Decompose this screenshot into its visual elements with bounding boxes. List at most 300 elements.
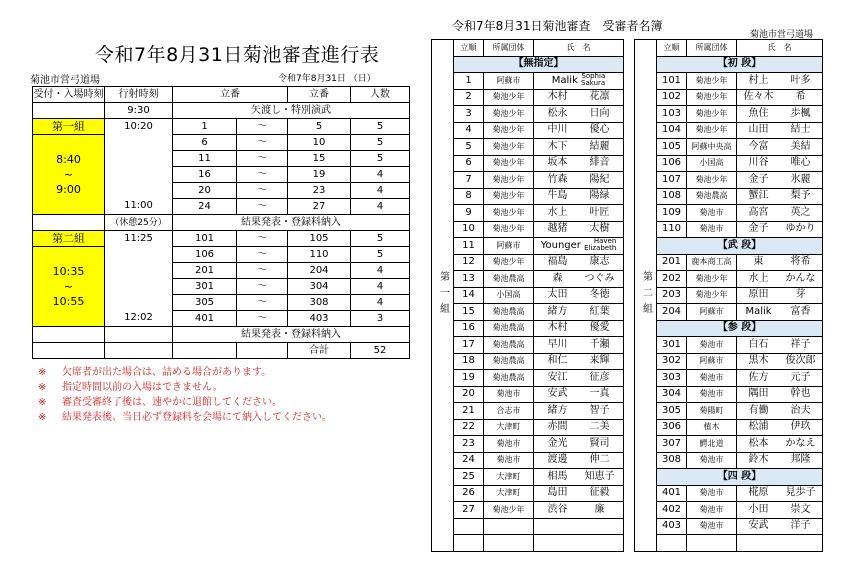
name-last: 緒方 [547,404,568,416]
group-name: 第二組 [33,231,105,247]
participant-count: 4 [351,199,410,215]
name-first: ゆかり [785,223,816,235]
header-tachiban-to: 立番 [288,87,351,103]
roster-name [737,353,823,370]
roster-order: 21 [454,403,484,420]
roster-name [534,320,624,337]
participant-count: 5 [351,151,410,167]
roster-name [534,452,624,469]
note-mark: ※ [38,397,47,408]
roster-group-label: 第二組 [635,40,657,552]
name-first: 征毅 [589,487,610,499]
roster-section-label: 【四 段】 [657,469,823,486]
name-first: 来輝 [589,355,610,367]
tachiban-from: 20 [173,183,237,199]
roster-row [635,122,823,139]
shoot-time: 10:20 [105,119,173,135]
roster-name [534,271,624,288]
roster-name [737,139,823,156]
group-time-range [33,135,105,215]
roster-section-label: 【無指定】 [454,56,624,73]
roster-org: 菊池少年 [484,502,534,519]
roster-org: 阿蘇市 [687,304,737,321]
roster-order: 107 [657,172,687,189]
roster-blank-row [432,535,624,552]
blank-cell [33,103,105,119]
roster-header-row [432,40,624,57]
name-first: 千瀬 [589,338,610,350]
shoot-time: 12:02 [105,311,173,327]
name-first: 幹也 [790,388,811,400]
roster-org: 菊池市 [687,485,737,502]
roster-order: 5 [454,139,484,156]
name-latin: Younger [540,240,581,252]
name-last: 渡邊 [547,454,568,466]
roster-org: 菊池少年 [687,122,737,139]
roster-order: 305 [657,403,687,420]
name-last: 金光 [547,437,568,449]
roster-order: 108 [657,188,687,205]
roster-name [737,122,823,139]
roster-row [635,419,823,436]
note-item [38,365,332,380]
total-value: 52 [351,343,410,359]
roster-order: 302 [657,353,687,370]
roster-row [432,221,624,238]
header-org: 所属団体 [484,40,534,57]
shoot-time [105,247,173,263]
roster-row [432,205,624,222]
roster-org: 菊池少年 [484,221,534,238]
tachiban-to: 5 [288,119,351,135]
roster-order: 22 [454,419,484,436]
roster-org: 菊池市 [687,452,737,469]
roster-order: 27 [454,502,484,519]
roster-name [534,353,624,370]
roster-org: 菊池少年 [484,172,534,189]
roster-order: 14 [454,287,484,304]
blank-cell [534,535,624,552]
roster-row [432,469,624,486]
roster-name [737,337,823,354]
note-mark: ※ [38,412,47,423]
roster-name [534,205,624,222]
roster-name [737,485,823,502]
note-mark: ※ [38,367,47,378]
roster-row [432,452,624,469]
roster-org: 菊池市 [484,436,534,453]
blank-cell [484,518,534,535]
roster-order: 15 [454,304,484,321]
roster-order: 3 [454,106,484,123]
roster-org: 菊池少年 [484,139,534,156]
roster-org: 菊池市 [687,386,737,403]
roster-left-table [431,39,624,552]
name-first: 富香 [790,305,811,317]
name-first: 見歩子 [785,487,816,499]
roster-org: 菊池市 [484,386,534,403]
name-last: 隅田 [748,388,769,400]
roster-row [432,271,624,288]
name-first: 叶多 [790,74,811,86]
break-label: （休憩25分） [105,215,173,231]
name-last: 太田 [547,289,568,301]
note-item [38,410,332,425]
roster-name [534,287,624,304]
roster-section-row [635,56,823,73]
roster-name [737,403,823,420]
name-first: 元子 [790,371,811,383]
roster-name [737,518,823,535]
header-tachiban-from: 立番 [173,87,288,103]
name-last: 緒方 [547,305,568,317]
roster-order: 9 [454,205,484,222]
roster-name [737,502,823,519]
roster-order: 307 [657,436,687,453]
blank-cell [33,215,105,231]
name-first: 唯心 [790,157,811,169]
roster-blank-row [635,535,823,552]
roster-order: 1 [454,73,484,90]
roster-org: 菊陽町 [687,403,737,420]
roster-order: 202 [657,271,687,288]
roster-org: 菊池少年 [484,188,534,205]
roster-row [635,485,823,502]
roster-name [737,188,823,205]
roster-row [432,370,624,387]
roster-row [635,271,823,288]
roster-row [432,155,624,172]
shoot-time [105,263,173,279]
participant-count: 5 [351,231,410,247]
name-last: 渋谷 [547,503,568,515]
name-last: 魚住 [748,107,769,119]
tachiban-from: 11 [173,151,237,167]
roster-org: 菊池農高 [484,271,534,288]
name-first: 伊玖 [790,421,811,433]
schedule-table [32,86,410,359]
name-last: 金子 [748,223,769,235]
tachiban-from: 24 [173,199,237,215]
shoot-time [105,151,173,167]
roster-org: 菊池農高 [484,320,534,337]
name-last: 福島 [547,256,568,268]
roster-name [534,238,624,255]
tachiban-sep: 〜 [237,119,288,135]
participant-count: 4 [351,295,410,311]
roster-order: 204 [657,304,687,321]
roster-order: 203 [657,287,687,304]
opening-row [33,103,410,119]
name-first: 祥子 [790,338,811,350]
group-time-tilde: ~ [63,280,74,293]
schedule-row [33,119,410,135]
shoot-time [105,135,173,151]
name-last: 相馬 [547,470,568,482]
name-last: 有働 [748,404,769,416]
roster-row [635,172,823,189]
tachiban-sep: 〜 [237,183,288,199]
roster-row [635,205,823,222]
name-latin-line1: Haven [593,237,617,246]
roster-row [635,436,823,453]
name-first: 征彦 [589,371,610,383]
roster-name [534,485,624,502]
opening-time: 9:30 [105,103,173,119]
roster-org: 小国高 [484,287,534,304]
participant-count: 5 [351,247,410,263]
name-last: 早川 [547,338,568,350]
roster-row [635,353,823,370]
roster-org: 菊池少年 [484,89,534,106]
participant-count: 4 [351,279,410,295]
roster-order: 19 [454,370,484,387]
roster-row [432,172,624,189]
tachiban-from: 101 [173,231,237,247]
roster-order: 403 [657,518,687,535]
tachiban-to: 10 [288,135,351,151]
roster-org: 菊池農高 [484,337,534,354]
name-latin-line2: Elizabeth [584,244,617,253]
roster-name [737,386,823,403]
roster-order: 26 [454,485,484,502]
name-last: 森 [552,272,563,284]
roster-row [432,320,624,337]
shoot-time [105,183,173,199]
name-last: 島田 [547,487,568,499]
roster-row [635,221,823,238]
total-label: 合計 [288,343,351,359]
roster-org: 菊池少年 [687,89,737,106]
roster-name [737,73,823,90]
roster-section-row [635,320,823,337]
name-first: 叶匠 [589,206,610,218]
roster-order: 16 [454,320,484,337]
roster-section-row [635,238,823,255]
name-first: 将希 [790,256,811,268]
roster-org: 菊池市 [687,518,737,535]
roster-org: 大津町 [484,485,534,502]
roster-name [534,436,624,453]
name-first: 優愛 [589,322,610,334]
name-last: 山田 [748,124,769,136]
roster-order: 23 [454,436,484,453]
name-first: 日向 [589,107,610,119]
name-first: 緋音 [589,157,610,169]
note-item [38,395,332,410]
shoot-time [105,295,173,311]
roster-right-table [634,39,823,552]
roster-row [432,353,624,370]
name-last: 白石 [748,338,769,350]
blank-cell [33,343,105,359]
name-last: 佐方 [748,371,769,383]
name-last: 今富 [748,140,769,152]
roster-row [432,106,624,123]
name-last: 坂本 [547,157,568,169]
roster-org: 阿蘇中央高 [687,139,737,156]
roster-row [635,106,823,123]
name-last: 水上 [748,272,769,284]
name-first: 洋子 [790,520,811,532]
results-label: 結果発表・登録料納入 [173,215,410,231]
roster-order: 101 [657,73,687,90]
tachiban-from: 6 [173,135,237,151]
name-last: 川谷 [748,157,769,169]
name-last: 安武 [547,388,568,400]
roster-row [635,403,823,420]
notes-list [38,365,332,425]
tachiban-from: 16 [173,167,237,183]
name-latin: Malik [745,305,772,317]
roster-org: 合志市 [484,403,534,420]
roster-org: 菊池少年 [484,122,534,139]
roster-order: 306 [657,419,687,436]
roster-name [534,172,624,189]
schedule-row [33,231,410,247]
roster-order: 24 [454,452,484,469]
name-first: 英之 [790,206,811,218]
roster-org: 大津町 [484,419,534,436]
name-first: 二美 [589,421,610,433]
roster-order: 401 [657,485,687,502]
name-first: 知恵子 [584,470,615,482]
name-last: 蟹江 [748,190,769,202]
roster-venue: 菊池市営弓道場 [750,30,814,40]
name-last: 椛原 [748,487,769,499]
participant-count: 4 [351,167,410,183]
roster-name [534,386,624,403]
roster-row [635,155,823,172]
roster-org: 菊池市 [484,452,534,469]
roster-row [432,502,624,519]
roster-order: 105 [657,139,687,156]
roster-org: 菊池少年 [484,155,534,172]
roster-org: 菊池農高 [687,188,737,205]
roster-org: 菊池少年 [687,271,737,288]
blank-cell [657,535,687,552]
roster-row [635,304,823,321]
roster-org: 阿蘇市 [484,238,534,255]
tachiban-from: 401 [173,311,237,327]
name-latin: Malik [551,75,578,87]
name-last: 安江 [547,371,568,383]
roster-row [635,287,823,304]
roster-org: 阿蘇市 [687,353,737,370]
name-latin-line1: Sophia [581,72,606,81]
header-shooting-time: 行射時刻 [105,87,173,103]
name-first: 氷麗 [790,173,811,185]
roster-order: 201 [657,254,687,271]
blank-cell [484,535,534,552]
header-order: 立順 [454,40,484,57]
tachiban-sep: 〜 [237,247,288,263]
roster-org: 菊池少年 [687,172,737,189]
roster-name [534,122,624,139]
tachiban-to: 308 [288,295,351,311]
name-last: 安武 [748,520,769,532]
name-last: 竹森 [547,173,568,185]
roster-name [534,419,624,436]
roster-name [534,254,624,271]
name-first: かんな [785,272,816,284]
roster-row [432,403,624,420]
name-first: 廉 [594,503,605,515]
roster-order: 6 [454,155,484,172]
tachiban-from: 201 [173,263,237,279]
roster-section-label: 【参 段】 [657,320,823,337]
shoot-time [105,279,173,295]
roster-org: 小国高 [687,155,737,172]
name-last: 越猪 [547,223,568,235]
roster-section-label: 【初 段】 [657,56,823,73]
note-text: 結果発表後、当日必ず登録料を会場にて納入してください。 [62,412,332,423]
header-order: 立順 [657,40,687,57]
name-first: 希 [795,91,806,103]
tachiban-sep: 〜 [237,135,288,151]
name-first: 陽緑 [589,190,610,202]
roster-org: 菊池少年 [484,254,534,271]
name-first: 賢司 [589,437,610,449]
name-first: 治夫 [790,404,811,416]
roster-org: 菊池少年 [687,73,737,90]
tachiban-to: 403 [288,311,351,327]
roster-name [534,502,624,519]
roster-order: 20 [454,386,484,403]
name-first: かなえ [785,437,816,449]
results2-label: 結果発表・登録料納入 [173,327,410,343]
group-time-tilde: ~ [63,168,74,181]
roster-order: 11 [454,238,484,255]
tachiban-sep: 〜 [237,199,288,215]
roster-row [432,238,624,255]
header-count: 人数 [351,87,410,103]
roster-order: 110 [657,221,687,238]
roster-order: 7 [454,172,484,189]
roster-name [534,155,624,172]
roster-row [432,188,624,205]
tachiban-sep: 〜 [237,167,288,183]
roster-name [737,452,823,469]
name-latin-line2: Sakura [581,79,606,88]
name-last: 木下 [547,140,568,152]
name-first: 智子 [589,404,610,416]
name-last: 黒木 [748,355,769,367]
schedule-venue: 菊池市営弓道場 [30,75,100,86]
name-first: 一真 [589,388,610,400]
roster-org: 菊池少年 [484,106,534,123]
name-last: 原田 [748,289,769,301]
tachiban-to: 110 [288,247,351,263]
participant-count: 5 [351,135,410,151]
roster-name [534,403,624,420]
blank-cell [534,518,624,535]
note-mark: ※ [38,382,47,393]
tachiban-to: 105 [288,231,351,247]
roster-name [534,304,624,321]
schedule-row [33,135,410,151]
note-text: 欠席者が出た場合は、詰める場合があります。 [62,367,272,378]
roster-org: 菊池農高 [484,370,534,387]
name-first: 太樹 [589,223,610,235]
note-item [38,380,332,395]
roster-order: 402 [657,502,687,519]
tachiban-sep: 〜 [237,311,288,327]
group-time-range [33,247,105,327]
roster-order: 301 [657,337,687,354]
roster-row [432,386,624,403]
name-first: 邦隆 [790,454,811,466]
